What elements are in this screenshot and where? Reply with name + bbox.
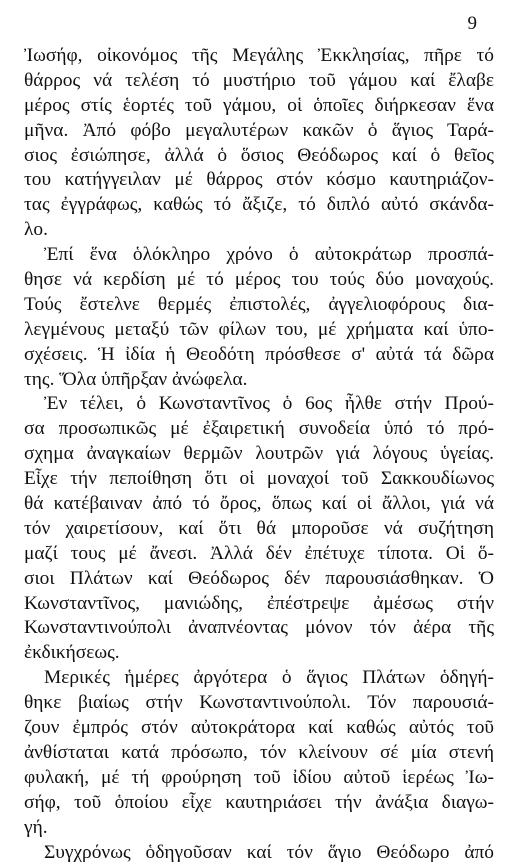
text-line: ἐκδικήσεως. <box>24 641 494 666</box>
text-line: μέρος στίς ἑορτές τοῦ γάμου, οἱ ὁποῖες διήρκεσαν ἕνα <box>24 94 494 119</box>
text-line: μῆνα. Ἀπό φόβο μεγαλυτέρων κακῶν ὁ ἅγιος Ταρά- <box>24 119 494 144</box>
text-line: Μερικές ἡμέρες ἀργότερα ὁ ἅγιος Πλάτων ὁδηγή- <box>24 666 494 691</box>
text-line: του κατήγγειλαν μέ θάρρος στόν κόσμο καυτηριάζον- <box>24 168 494 193</box>
text-line: σα προσωπικῶς μέ ἐξαιρετική συνοδεία ὑπό τό πρό- <box>24 417 494 442</box>
text-line: τόν χαιρετίσουν, καί ὅτι θά μποροῦσε νά συζήτηση <box>24 517 494 542</box>
text-line: λεγμένους μεταξύ τῶν φίλων του, μέ χρήματα καί ὑπο- <box>24 318 494 343</box>
text-line: τας ἐγγράφως, καθώς τό ἄξιζε, τό διπλό αὐτό σκάνδα- <box>24 193 494 218</box>
text-line: της. Ὅλα ὑπῆρξαν ἀνώφελα. <box>24 368 494 393</box>
text-line: σιος ἐσιώπησε, ἀλλά ὁ ὅσιος Θεόδωρος καί ὁ θεῖος <box>24 144 494 169</box>
text-line: γή. <box>24 816 494 841</box>
text-line: φυλακή, μέ τή φρούρηση τοῦ ἰδίου αὐτοῦ ἱερέως Ἰω- <box>24 766 494 791</box>
body-text <box>24 44 494 865</box>
text-line: λο. <box>24 218 494 243</box>
text-line: θάρρος νά τελέση τό μυστήριο τοῦ γάμου καί ἔλαβε <box>24 69 494 94</box>
text-line: ζουν ἐμπρός στόν αὐτοκράτορα καί καθώς αὐτός τοῦ <box>24 716 494 741</box>
text-line: Κωνσταντῖνος, μανιώδης, ἐπέστρεψε ἀμέσως στήν <box>24 592 494 617</box>
text-line: Ἐπί ἕνα ὁλόκληρο χρόνο ὁ αὐτοκράτωρ προσπά- <box>24 243 494 268</box>
text-line: σήφ, τοῦ ὁποίου εἶχε καυτηριάσει τήν ἀνάξια διαγω- <box>24 791 494 816</box>
text-line: σιοι Πλάτων καί Θεόδωρος δέν παρουσιάσθηκαν. Ὁ <box>24 567 494 592</box>
page-number: 9 <box>468 14 478 33</box>
text-line: Τούς ἔστελνε θερμές ἐπιστολές, ἀγγελιοφόρους δια- <box>24 293 494 318</box>
text-line: μαζί τους μέ ἄνεσι. Ἀλλά δέν ἐπέτυχε τίποτα. Οἱ ὅ- <box>24 542 494 567</box>
text-line: Ἐν τέλει, ὁ Κωνσταντῖνος ὁ 6ος ἦλθε στήν Πρού- <box>24 392 494 417</box>
text-line: Εἶχε τήν πεποίθηση ὅτι οἱ μοναχοί τοῦ Σακκουδίωνος <box>24 467 494 492</box>
text-line: Ἰωσήφ, οἰκονόμος τῆς Μεγάλης Ἐκκλησίας, πῆρε τό <box>24 44 494 69</box>
text-line: ἀνθίσταται κατά πρόσωπο, τόν κλείνουν σέ μία στενή <box>24 741 494 766</box>
text-line: Κωνσταντινούπολι ἀναπνέοντας μόνον τόν ἀέρα τῆς <box>24 616 494 641</box>
text-line: Συγχρόνως ὁδηγοῦσαν καί τόν ἅγιο Θεόδωρο ἀπό <box>24 841 494 865</box>
text-line: θηκε βιαίως στήν Κωνσταντινούπολι. Τόν παρουσιά- <box>24 691 494 716</box>
text-line: σχημα ἀναγκαίων θερμῶν λουτρῶν γιά λόγους ὑγείας. <box>24 442 494 467</box>
text-line: θά κατέβαιναν ἀπό τό ὄρος, ὅπως καί οἱ ἄλλοι, γιά νά <box>24 492 494 517</box>
text-line: σχέσεις. Ἡ ἰδία ἡ Θεοδότη πρόσθεσε σ' αὐτά τά δῶρα <box>24 343 494 368</box>
text-line: θησε νά κερδίση μέ τό μέρος του τούς δύο μοναχούς. <box>24 268 494 293</box>
